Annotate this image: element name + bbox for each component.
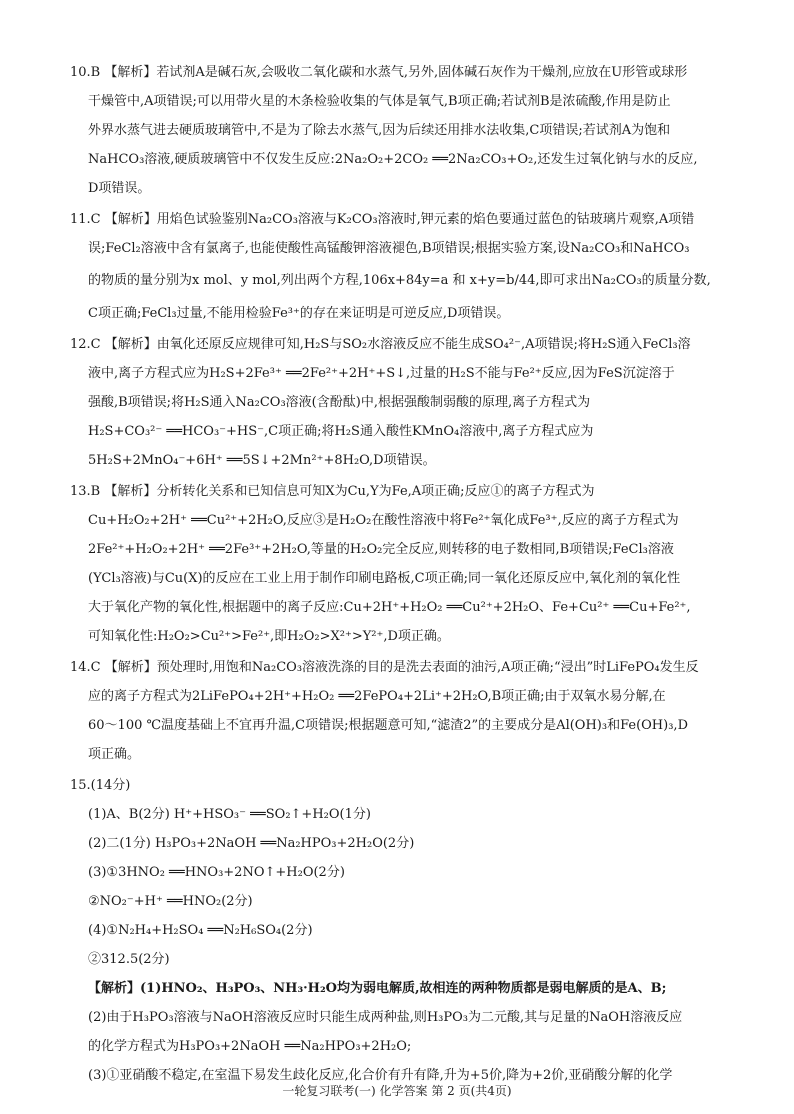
text-line: (3)①亚硝酸不稳定,在室温下易发生歧化反应,化合价有升有降,升为+5价,降为+2价,亚硝酸分解的化学 xyxy=(88,1068,673,1083)
text-line: 14.C 【解析】预处理时,用饱和Na₂CO₃溶液洗涤的目的是洗去表面的油污,A项正确;“浸出”时LiFePO₄发生反 xyxy=(70,660,699,675)
text-line: 60～100 ℃温度基础上不宜再升温,C项错误;根据题意可知,“滤渣2”的主要成分是Al(OH)₃和Fe(OH)₃,D xyxy=(88,718,688,733)
text-line: C项正确;FeCl₃过量,不能用检验Fe³⁺的存在来证明是可逆反应,D项错误。 xyxy=(88,306,510,321)
page-footer: 一轮复习联考(一) 化学答案 第 2 页(共4页) xyxy=(282,1084,512,1098)
text-line: 误;FeCl₂溶液中含有氯离子,也能使酸性高锰酸钾溶液褪色,B项错误;根据实验方案,设Na₂CO₃和NaHCO₃ xyxy=(88,241,690,256)
text-line: ②NO₂⁻+H⁺ ══HNO₂(2分) xyxy=(88,894,253,909)
text-line: 项正确。 xyxy=(88,747,141,762)
answer-q13 xyxy=(70,477,754,651)
text-line: (1)A、B(2分) H⁺+HSO₃⁻ ══SO₂↑+H₂O(1分) xyxy=(88,807,371,822)
text-line: 的化学方程式为H₃PO₃+2NaOH ══Na₂HPO₃+2H₂O; xyxy=(88,1039,412,1054)
text-line: D项错误。 xyxy=(88,181,151,196)
text-line: 强酸,B项错误;将H₂S通入Na₂CO₃溶液(含酚酞)中,根据强酸制弱酸的原理,离子方程式为 xyxy=(88,395,591,410)
text-line: (YCl₃溶液)与Cu(X)的反应在工业上用于制作印刷电路板,C项正确;同一氧化还原反应中,氧化剂的氧化性 xyxy=(88,571,681,586)
answer-q15 xyxy=(70,771,754,1090)
text-line: ②312.5(2分) xyxy=(88,952,170,967)
answer-q11 xyxy=(70,205,754,328)
text-line: NaHCO₃溶液,硬质玻璃管中不仅发生反应:2Na₂O₂+2CO₂ ══2Na₂CO₃+O₂,还发生过氧化钠与水的反应, xyxy=(88,152,698,167)
text-line: 液中,离子方程式应为H₂S+2Fe³⁺ ══2Fe²⁺+2H⁺+S↓,过量的H₂S不能与Fe²⁺反应,因为FeS沉淀溶于 xyxy=(88,366,675,381)
text-line: 15.(14分) xyxy=(70,778,131,793)
text-line: 10.B 【解析】若试剂A是碱石灰,会吸收二氧化碳和水蒸气,另外,固体碱石灰作为干燥剂,应放在U形管或球形 xyxy=(70,65,688,80)
text-line: (2)由于H₃PO₃溶液与NaOH溶液反应时只能生成两种盐,则H₃PO₃为二元酸,其与足量的NaOH溶液反应 xyxy=(88,1010,683,1025)
answer-q14 xyxy=(70,653,754,769)
text-line: 干燥管中,A项错误;可以用带火星的木条检验收集的气体是氧气,B项正确;若试剂B是浓硫酸,作用是防止 xyxy=(88,94,671,109)
text-line: (3)①3HNO₂ ══HNO₃+2NO↑+H₂O(2分) xyxy=(88,865,345,880)
text-line: 大于氧化产物的氧化性,根据题中的离子反应:Cu+2H⁺+H₂O₂ ══Cu²⁺+2H₂O、Fe+Cu²⁺ ══Cu+Fe²⁺, xyxy=(88,600,691,615)
answer-q12 xyxy=(70,330,754,475)
text-line: (2)二(1分) H₃PO₃+2NaOH ══Na₂HPO₃+2H₂O(2分) xyxy=(88,836,415,851)
text-line: 外界水蒸气进去硬质玻璃管中,不是为了除去水蒸气,因为后续还用排水法收集,C项错误;若试剂A为饱和 xyxy=(88,123,671,138)
text-line: Cu+H₂O₂+2H⁺ ══Cu²⁺+2H₂O,反应③是H₂O₂在酸性溶液中将Fe²⁺氧化成Fe³⁺,反应的离子方程式为 xyxy=(88,513,679,528)
text-line: 可知氧化性:H₂O₂>Cu²⁺>Fe²⁺,即H₂O₂>X²⁺>Y²⁺,D项正确。 xyxy=(88,629,450,644)
text-line: 【解析】(1)HNO₂、H₃PO₃、NH₃·H₂O均为弱电解质,故相连的两种物质都是弱电解质的是A、B; xyxy=(88,981,667,996)
text-line: (4)①N₂H₄+H₂SO₄ ══N₂H₆SO₄(2分) xyxy=(88,923,313,938)
text-line: 应的离子方程式为2LiFePO₄+2H⁺+H₂O₂ ══2FePO₄+2Li⁺+2H₂O,B项正确;由于双氧水易分解,在 xyxy=(88,689,666,704)
text-line: 12.C 【解析】由氧化还原反应规律可知,H₂S与SO₂水溶液反应不能生成SO₄²⁻,A项错误;将H₂S通入FeCl₃溶 xyxy=(70,337,691,352)
text-line: 11.C 【解析】用焰色试验鉴别Na₂CO₃溶液与K₂CO₃溶液时,钾元素的焰色要通过蓝色的钴玻璃片观察,A项错 xyxy=(70,212,695,227)
text-line: H₂S+CO₃²⁻ ══HCO₃⁻+HS⁻,C项正确;将H₂S通入酸性KMnO₄溶液中,离子方程式应为 xyxy=(88,424,594,439)
text-line: 5H₂S+2MnO₄⁻+6H⁺ ══5S↓+2Mn²⁺+8H₂O,D项错误。 xyxy=(88,453,436,468)
answer-q10 xyxy=(70,58,754,203)
text-line: 2Fe²⁺+H₂O₂+2H⁺ ══2Fe³⁺+2H₂O,等量的H₂O₂完全反应,则转移的电子数相同,B项错误;FeCl₃溶液 xyxy=(88,542,674,557)
text-line: 13.B 【解析】分析转化关系和已知信息可知X为Cu,Y为Fe,A项正确;反应①的离子方程式为 xyxy=(70,484,595,499)
text-line: 的物质的量分别为x mol、y mol,列出两个方程,106x+84y=a 和 x+y=b/44,即可求出Na₂CO₃的质量分数, xyxy=(88,273,711,288)
